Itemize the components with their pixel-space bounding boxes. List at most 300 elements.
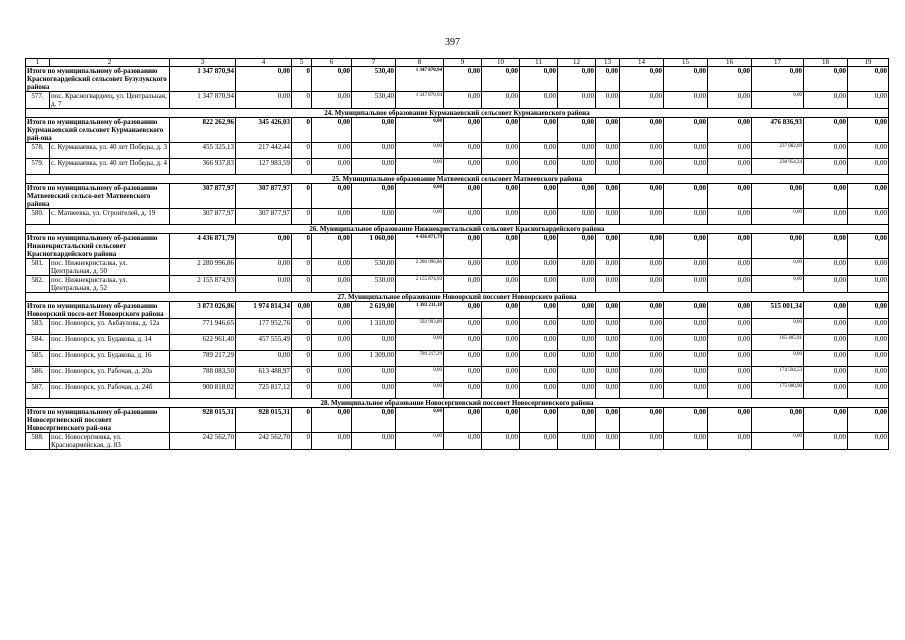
value-cell: 242 562,70 bbox=[170, 433, 236, 450]
value-cell: 0,00 bbox=[444, 319, 482, 335]
address-cell: с. Матвеевка, ул. Строителей, д. 19 bbox=[50, 209, 170, 225]
value-cell: 593 993,89 bbox=[396, 319, 444, 335]
value-cell: 0,00 bbox=[664, 92, 708, 109]
value-cell: 2 280 996,86 bbox=[396, 259, 444, 276]
value-cell: 175 000,90 bbox=[752, 383, 804, 399]
value-cell: 1 347 870,94 bbox=[170, 67, 236, 92]
column-header: 15 bbox=[664, 59, 708, 67]
value-cell: 0,00 bbox=[558, 408, 596, 433]
value-cell: 0,00 bbox=[804, 383, 848, 399]
value-cell: 0,00 bbox=[620, 302, 664, 319]
value-cell: 0,00 bbox=[664, 408, 708, 433]
value-cell: 0,00 bbox=[596, 67, 620, 92]
row-number: 579. bbox=[26, 159, 50, 175]
address-cell: пос. Новоорск, ул. Будакова, д. 16 bbox=[50, 351, 170, 367]
value-cell: 0,00 bbox=[396, 408, 444, 433]
value-cell: 1 347 870,94 bbox=[396, 92, 444, 109]
value-cell: 0,00 bbox=[752, 319, 804, 335]
value-cell: 0,00 bbox=[520, 302, 558, 319]
value-cell: 0,00 bbox=[444, 383, 482, 399]
section-title-row bbox=[26, 399, 889, 408]
value-cell: 0 bbox=[292, 335, 312, 351]
table-row bbox=[26, 259, 889, 276]
value-cell: 0 bbox=[292, 67, 312, 92]
value-cell: 0,00 bbox=[312, 92, 352, 109]
value-cell: 0 bbox=[292, 184, 312, 209]
value-cell: 0 bbox=[292, 143, 312, 159]
value-cell: 0,00 bbox=[752, 184, 804, 209]
value-cell: 0 bbox=[292, 383, 312, 399]
value-cell: 1 347 870,94 bbox=[396, 67, 444, 92]
value-cell: 0,00 bbox=[848, 184, 889, 209]
value-cell: 0,00 bbox=[396, 143, 444, 159]
column-header: 16 bbox=[708, 59, 752, 67]
address-cell: пос. Новоорск, ул. Рабочая, д. 20а bbox=[50, 367, 170, 383]
value-cell: 0,00 bbox=[396, 433, 444, 450]
value-cell: 0,00 bbox=[620, 433, 664, 450]
value-cell: 0,00 bbox=[708, 234, 752, 259]
section-title: 26. Муниципальное образование Нижнекристальский сельсовет Красногвардейского района bbox=[26, 225, 889, 234]
address-cell: пос. Новоорск, ул. Акбаулова, д. 12а bbox=[50, 319, 170, 335]
value-cell: 0,00 bbox=[804, 159, 848, 175]
value-cell: 0,00 bbox=[312, 383, 352, 399]
value-cell: 1 347 870,94 bbox=[170, 92, 236, 109]
value-cell: 0,00 bbox=[482, 259, 520, 276]
value-cell: 0,00 bbox=[596, 259, 620, 276]
row-number: 578. bbox=[26, 143, 50, 159]
value-cell: 174 594,53 bbox=[752, 367, 804, 383]
value-cell: 0,00 bbox=[804, 234, 848, 259]
value-cell: 0,00 bbox=[620, 92, 664, 109]
value-cell: 0,00 bbox=[848, 408, 889, 433]
value-cell: 0,00 bbox=[520, 184, 558, 209]
value-cell: 0,00 bbox=[848, 367, 889, 383]
value-cell: 0,00 bbox=[804, 259, 848, 276]
value-cell: 0,00 bbox=[482, 276, 520, 293]
table-row bbox=[26, 209, 889, 225]
value-cell: 0,00 bbox=[620, 319, 664, 335]
value-cell: 0,00 bbox=[558, 383, 596, 399]
value-cell: 0,00 bbox=[558, 351, 596, 367]
row-number: 583. bbox=[26, 319, 50, 335]
value-cell: 0,00 bbox=[848, 234, 889, 259]
value-cell: 530,40 bbox=[352, 67, 396, 92]
section-title: 28. Муниципальное образование Новосергиевский поссовет Новосергиевского района bbox=[26, 399, 889, 408]
table-row bbox=[26, 433, 889, 450]
value-cell: 0,00 bbox=[596, 433, 620, 450]
value-cell: 0,00 bbox=[482, 67, 520, 92]
value-cell: 928 015,31 bbox=[170, 408, 236, 433]
value-cell: 0,00 bbox=[352, 408, 396, 433]
value-cell: 0,00 bbox=[352, 433, 396, 450]
table-row bbox=[26, 367, 889, 383]
value-cell: 0,00 bbox=[312, 259, 352, 276]
column-header: 14 bbox=[620, 59, 664, 67]
value-cell: 0,00 bbox=[664, 259, 708, 276]
value-cell: 1 309,00 bbox=[352, 351, 396, 367]
value-cell: 237 882,69 bbox=[752, 143, 804, 159]
value-cell: 0,00 bbox=[804, 433, 848, 450]
column-header: 3 bbox=[170, 59, 236, 67]
value-cell: 0,00 bbox=[482, 433, 520, 450]
value-cell: 0,00 bbox=[444, 143, 482, 159]
value-cell: 0,00 bbox=[352, 184, 396, 209]
value-cell: 0,00 bbox=[804, 302, 848, 319]
column-header: 19 bbox=[848, 59, 889, 67]
row-number: 582. bbox=[26, 276, 50, 293]
column-header: 12 bbox=[558, 59, 596, 67]
value-cell: 0,00 bbox=[804, 335, 848, 351]
value-cell: 822 262,96 bbox=[170, 118, 236, 143]
table-row bbox=[26, 383, 889, 399]
value-cell: 0,00 bbox=[848, 383, 889, 399]
value-cell: 0,00 bbox=[312, 234, 352, 259]
value-cell: 0,00 bbox=[752, 433, 804, 450]
value-cell: 0,00 bbox=[804, 276, 848, 293]
value-cell: 0 bbox=[292, 259, 312, 276]
value-cell: 0,00 bbox=[444, 67, 482, 92]
value-cell: 0,00 bbox=[664, 319, 708, 335]
value-cell: 530,40 bbox=[352, 92, 396, 109]
value-cell: 0,00 bbox=[482, 408, 520, 433]
value-cell: 0,00 bbox=[312, 433, 352, 450]
total-row bbox=[26, 67, 889, 92]
value-cell: 307 877,97 bbox=[170, 209, 236, 225]
value-cell: 771 946,65 bbox=[170, 319, 236, 335]
value-cell: 0,00 bbox=[708, 92, 752, 109]
value-cell: 0,00 bbox=[752, 209, 804, 225]
section-title-row bbox=[26, 293, 889, 302]
value-cell: 0,00 bbox=[558, 367, 596, 383]
value-cell: 0,00 bbox=[708, 433, 752, 450]
column-header: 7 bbox=[352, 59, 396, 67]
value-cell: 0,00 bbox=[444, 302, 482, 319]
value-cell: 0,00 bbox=[444, 118, 482, 143]
value-cell: 0,00 bbox=[620, 118, 664, 143]
value-cell: 0,00 bbox=[482, 209, 520, 225]
value-cell: 0,00 bbox=[236, 67, 292, 92]
section-title: 24. Муниципальное образование Курманаевский сельсовет Курманаевского района bbox=[26, 109, 889, 118]
value-cell: 0,00 bbox=[620, 259, 664, 276]
value-cell: 0,00 bbox=[312, 67, 352, 92]
value-cell: 0,00 bbox=[848, 143, 889, 159]
value-cell: 0,00 bbox=[620, 184, 664, 209]
value-cell: 0,00 bbox=[482, 335, 520, 351]
column-header: 5 bbox=[292, 59, 312, 67]
value-cell: 0,00 bbox=[848, 319, 889, 335]
value-cell: 2 155 874,93 bbox=[396, 276, 444, 293]
column-header: 10 bbox=[482, 59, 520, 67]
data-table bbox=[25, 58, 889, 450]
value-cell: 3 873 026,86 bbox=[170, 302, 236, 319]
value-cell: 0,00 bbox=[708, 276, 752, 293]
value-cell: 0,00 bbox=[752, 67, 804, 92]
value-cell: 0,00 bbox=[482, 383, 520, 399]
value-cell: 0,00 bbox=[312, 408, 352, 433]
value-cell: 0,00 bbox=[664, 234, 708, 259]
value-cell: 0,00 bbox=[520, 234, 558, 259]
value-cell: 0,00 bbox=[236, 234, 292, 259]
value-cell: 0,00 bbox=[482, 302, 520, 319]
value-cell: 0,00 bbox=[708, 302, 752, 319]
value-cell: 0,00 bbox=[752, 408, 804, 433]
value-cell: 0,00 bbox=[708, 209, 752, 225]
value-cell: 0,00 bbox=[520, 259, 558, 276]
value-cell: 0,00 bbox=[236, 259, 292, 276]
value-cell: 0,00 bbox=[708, 118, 752, 143]
value-cell: 0,00 bbox=[312, 276, 352, 293]
value-cell: 0,00 bbox=[312, 367, 352, 383]
value-cell: 789 217,29 bbox=[170, 351, 236, 367]
value-cell: 238 954,24 bbox=[752, 159, 804, 175]
value-cell: 0,00 bbox=[664, 335, 708, 351]
row-number: 586. bbox=[26, 367, 50, 383]
address-cell: пос. Красногвардеец, ул. Центральная, д. 7 bbox=[50, 92, 170, 109]
address-cell: пос. Нижнекристалка, ул. Центральная, д. 52 bbox=[50, 276, 170, 293]
value-cell: 0 bbox=[292, 319, 312, 335]
value-cell: 0,00 bbox=[664, 67, 708, 92]
value-cell: 0,00 bbox=[620, 209, 664, 225]
value-cell: 0,00 bbox=[664, 383, 708, 399]
value-cell: 0,00 bbox=[482, 118, 520, 143]
value-cell: 0,00 bbox=[444, 408, 482, 433]
value-cell: 0,00 bbox=[804, 184, 848, 209]
value-cell: 0,00 bbox=[708, 335, 752, 351]
value-cell: 0,00 bbox=[558, 335, 596, 351]
value-cell: 0,00 bbox=[520, 383, 558, 399]
table-row bbox=[26, 143, 889, 159]
column-header: 1 bbox=[26, 59, 50, 67]
value-cell: 0,00 bbox=[520, 92, 558, 109]
value-cell: 0,00 bbox=[620, 367, 664, 383]
value-cell: 0,00 bbox=[352, 209, 396, 225]
value-cell: 0,00 bbox=[312, 159, 352, 175]
section-title-row bbox=[26, 225, 889, 234]
value-cell: 0,00 bbox=[520, 209, 558, 225]
value-cell: 0,00 bbox=[520, 159, 558, 175]
value-cell: 0,00 bbox=[848, 92, 889, 109]
value-cell: 0,00 bbox=[620, 383, 664, 399]
value-cell: 0,00 bbox=[596, 234, 620, 259]
value-cell: 0,00 bbox=[596, 335, 620, 351]
value-cell: 0,00 bbox=[520, 319, 558, 335]
value-cell: 0,00 bbox=[520, 433, 558, 450]
value-cell: 0 bbox=[292, 159, 312, 175]
address-cell: с. Курманаевка, ул. 40 лет Победы, д. 3 bbox=[50, 143, 170, 159]
address-cell: с. Курманаевка, ул. 40 лет Победы, д. 4 bbox=[50, 159, 170, 175]
value-cell: 0,00 bbox=[596, 302, 620, 319]
value-cell: 0,00 bbox=[804, 209, 848, 225]
value-cell: 0,00 bbox=[596, 159, 620, 175]
value-cell: 788 083,50 bbox=[170, 367, 236, 383]
value-cell: 0,00 bbox=[312, 209, 352, 225]
value-cell: 0,00 bbox=[520, 67, 558, 92]
value-cell: 0,00 bbox=[444, 92, 482, 109]
value-cell: 0,00 bbox=[804, 143, 848, 159]
value-cell: 0,00 bbox=[596, 276, 620, 293]
value-cell: 455 325,13 bbox=[170, 143, 236, 159]
value-cell: 0,00 bbox=[396, 335, 444, 351]
value-cell: 0,00 bbox=[708, 143, 752, 159]
value-cell: 0,00 bbox=[482, 159, 520, 175]
value-cell: 0,00 bbox=[848, 433, 889, 450]
value-cell: 0,00 bbox=[558, 319, 596, 335]
value-cell: 0,00 bbox=[444, 184, 482, 209]
value-cell: 0,00 bbox=[312, 351, 352, 367]
value-cell: 0,00 bbox=[804, 319, 848, 335]
value-cell: 0 bbox=[292, 367, 312, 383]
value-cell: 0,00 bbox=[752, 234, 804, 259]
value-cell: 0,00 bbox=[352, 335, 396, 351]
value-cell: 0,00 bbox=[804, 408, 848, 433]
value-cell: 789 217,29 bbox=[396, 351, 444, 367]
value-cell: 217 442,44 bbox=[236, 143, 292, 159]
value-cell: 0,00 bbox=[520, 143, 558, 159]
value-cell: 0,00 bbox=[558, 92, 596, 109]
section-title: 25. Муниципальное образование Матвеевский сельсовет Матвеевского района bbox=[26, 175, 889, 184]
value-cell: 1 310,00 bbox=[352, 319, 396, 335]
value-cell: 0,00 bbox=[520, 367, 558, 383]
value-cell: 4 436 871,79 bbox=[396, 234, 444, 259]
value-cell: 0,00 bbox=[444, 209, 482, 225]
value-cell: 0,00 bbox=[708, 67, 752, 92]
value-cell: 515 001,34 bbox=[752, 302, 804, 319]
value-cell: 0,00 bbox=[596, 184, 620, 209]
value-cell: 0,00 bbox=[848, 118, 889, 143]
column-header: 13 bbox=[596, 59, 620, 67]
value-cell: 0,00 bbox=[482, 351, 520, 367]
value-cell: 0,00 bbox=[444, 335, 482, 351]
value-cell: 0,00 bbox=[236, 92, 292, 109]
value-cell: 0,00 bbox=[620, 67, 664, 92]
value-cell: 0,00 bbox=[520, 276, 558, 293]
value-cell: 0,00 bbox=[444, 367, 482, 383]
value-cell: 530,00 bbox=[352, 259, 396, 276]
value-cell: 0,00 bbox=[664, 351, 708, 367]
value-cell: 0,00 bbox=[620, 143, 664, 159]
address-cell: пос. Нижнекристалка, ул. Центральная, д. 50 bbox=[50, 259, 170, 276]
total-label: Итого по муниципальному об-разованию Курманаевский сельсовет Курманаевского рай-она bbox=[26, 118, 170, 143]
value-cell: 0,00 bbox=[664, 433, 708, 450]
column-header: 6 bbox=[312, 59, 352, 67]
value-cell: 0,00 bbox=[708, 351, 752, 367]
value-cell: 900 818,02 bbox=[170, 383, 236, 399]
value-cell: 0,00 bbox=[664, 143, 708, 159]
value-cell: 0,00 bbox=[708, 184, 752, 209]
value-cell: 127 983,59 bbox=[236, 159, 292, 175]
table-row bbox=[26, 276, 889, 293]
value-cell: 0,00 bbox=[804, 118, 848, 143]
value-cell: 0,00 bbox=[620, 159, 664, 175]
value-cell: 0,00 bbox=[396, 209, 444, 225]
value-cell: 0,00 bbox=[708, 319, 752, 335]
value-cell: 0,00 bbox=[752, 92, 804, 109]
column-header: 11 bbox=[520, 59, 558, 67]
total-row bbox=[26, 118, 889, 143]
page-number: 397 bbox=[445, 37, 460, 48]
value-cell: 0 bbox=[292, 408, 312, 433]
value-cell: 0,00 bbox=[312, 118, 352, 143]
value-cell: 0,00 bbox=[312, 302, 352, 319]
value-cell: 0,00 bbox=[596, 383, 620, 399]
value-cell: 0,00 bbox=[312, 184, 352, 209]
value-cell: 0 bbox=[292, 234, 312, 259]
value-cell: 1 974 814,34 bbox=[236, 302, 292, 319]
value-cell: 307 877,97 bbox=[170, 184, 236, 209]
value-cell: 0,00 bbox=[352, 159, 396, 175]
total-label: Итого по муниципальному об-разованию Новосергиевский поссовет Новосергиевского рай-она bbox=[26, 408, 170, 433]
address-cell: пос. Новоорск, ул. Рабочая, д. 24б bbox=[50, 383, 170, 399]
value-cell: 0,00 bbox=[804, 92, 848, 109]
value-cell: 0,00 bbox=[482, 367, 520, 383]
total-row bbox=[26, 184, 889, 209]
column-header: 2 bbox=[50, 59, 170, 67]
value-cell: 0,00 bbox=[848, 351, 889, 367]
value-cell: 0,00 bbox=[312, 319, 352, 335]
value-cell: 0,00 bbox=[848, 259, 889, 276]
value-cell: 1 383 211,18 bbox=[396, 302, 444, 319]
value-cell: 0,00 bbox=[520, 408, 558, 433]
value-cell: 0,00 bbox=[596, 351, 620, 367]
value-cell: 0,00 bbox=[482, 184, 520, 209]
value-cell: 307 877,97 bbox=[236, 184, 292, 209]
value-cell: 0,00 bbox=[558, 67, 596, 92]
total-label: Итого по муниципальному об-разованию Красногвардейский сельсовет Бузулукского района bbox=[26, 67, 170, 92]
total-label: Итого по муниципальному об-разованию Матвеевский сельсо-вет Матвеевского района bbox=[26, 184, 170, 209]
value-cell: 0,00 bbox=[664, 159, 708, 175]
value-cell: 0,00 bbox=[444, 276, 482, 293]
row-number: 584. bbox=[26, 335, 50, 351]
value-cell: 0,00 bbox=[558, 276, 596, 293]
value-cell: 928 015,31 bbox=[236, 408, 292, 433]
value-cell: 0,00 bbox=[558, 143, 596, 159]
value-cell: 0,00 bbox=[352, 383, 396, 399]
value-cell: 0 bbox=[292, 276, 312, 293]
column-header: 4 bbox=[236, 59, 292, 67]
value-cell: 0,00 bbox=[708, 367, 752, 383]
column-header: 9 bbox=[444, 59, 482, 67]
value-cell: 0,00 bbox=[596, 367, 620, 383]
value-cell: 0,00 bbox=[558, 209, 596, 225]
value-cell: 0,00 bbox=[664, 118, 708, 143]
value-cell: 0,00 bbox=[558, 433, 596, 450]
value-cell: 0,00 bbox=[444, 234, 482, 259]
row-number: 577. bbox=[26, 92, 50, 109]
value-cell: 0,00 bbox=[292, 302, 312, 319]
value-cell: 366 937,83 bbox=[170, 159, 236, 175]
total-row bbox=[26, 408, 889, 433]
section-title-row bbox=[26, 109, 889, 118]
value-cell: 0,00 bbox=[352, 143, 396, 159]
value-cell: 0,00 bbox=[444, 259, 482, 276]
value-cell: 0,00 bbox=[558, 259, 596, 276]
table-row bbox=[26, 92, 889, 109]
column-header: 17 bbox=[752, 59, 804, 67]
value-cell: 0,00 bbox=[312, 143, 352, 159]
value-cell: 725 817,12 bbox=[236, 383, 292, 399]
value-cell: 0,00 bbox=[396, 118, 444, 143]
value-cell: 0,00 bbox=[520, 335, 558, 351]
value-cell: 0,00 bbox=[752, 351, 804, 367]
value-cell: 0,00 bbox=[558, 234, 596, 259]
table-row bbox=[26, 351, 889, 367]
value-cell: 613 488,97 bbox=[236, 367, 292, 383]
value-cell: 0,00 bbox=[596, 118, 620, 143]
value-cell: 0,00 bbox=[596, 92, 620, 109]
value-cell: 0,00 bbox=[236, 276, 292, 293]
value-cell: 0,00 bbox=[396, 184, 444, 209]
value-cell: 0,00 bbox=[804, 67, 848, 92]
